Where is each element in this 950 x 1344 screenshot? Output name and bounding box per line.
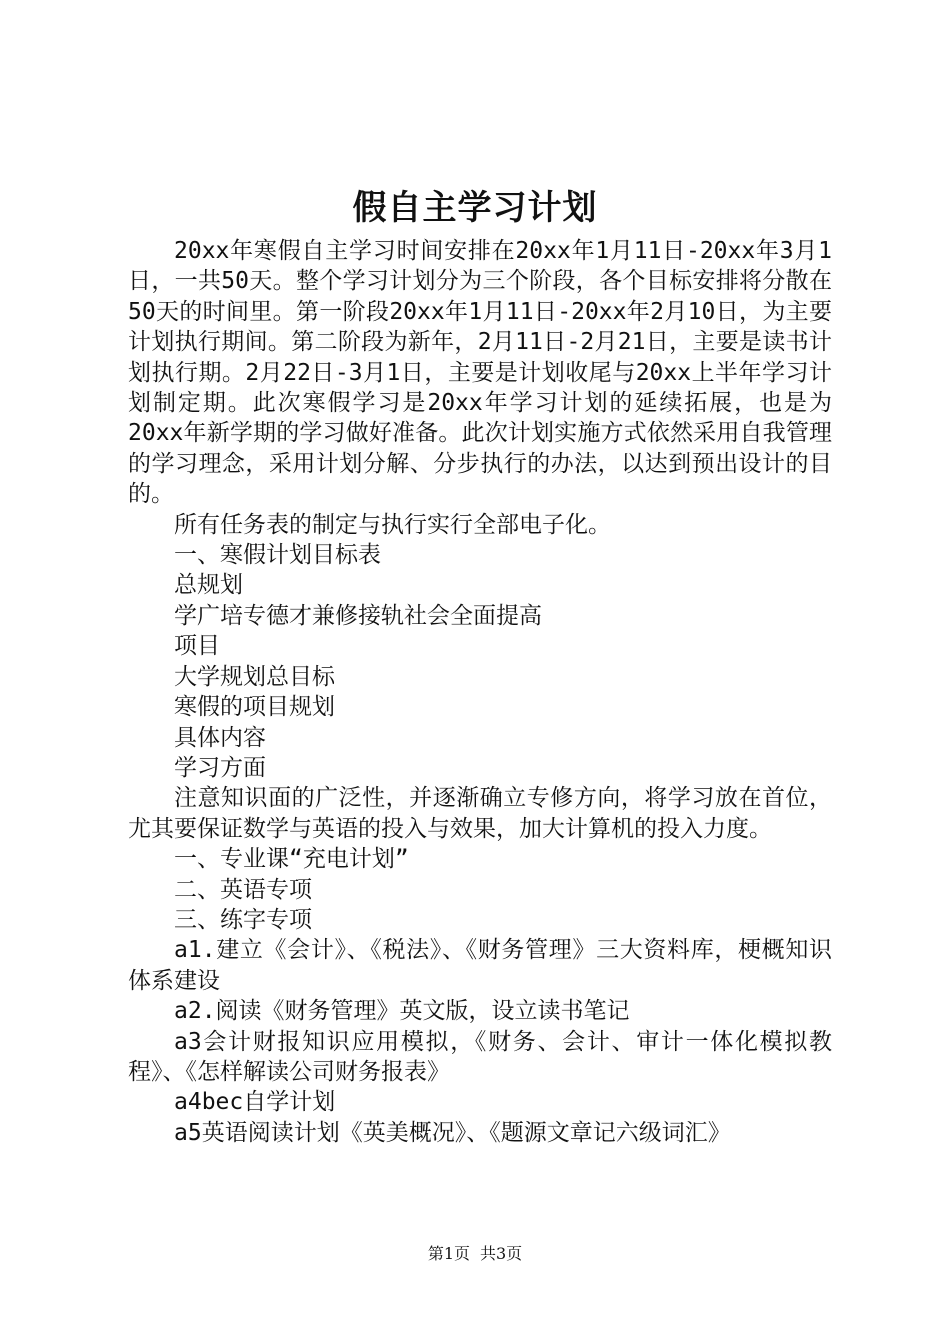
list-item: 一、专业课“充电计划” (174, 846, 409, 873)
paragraph: 所有任务表的制定与执行实行全部电子化。 (174, 511, 611, 538)
list-item: a3会计财报知识应用模拟，《财务、会计、审计一体化模拟教程》、《怎样解读公司财务报表》 (128, 1028, 832, 1085)
paragraph: 大学规划总目标 (174, 663, 335, 690)
paragraph: 学习方面 (174, 754, 266, 781)
list-item: 三、练字专项 (174, 906, 312, 933)
section-heading: 一、寒假计划目标表 (174, 542, 381, 569)
list-item: a1.建立《会计》、《税法》、《财务管理》三大资料库，梗概知识体系建设 (128, 937, 832, 994)
list-item: a4bec自学计划 (174, 1089, 336, 1116)
paragraph: 项目 (174, 633, 220, 660)
paragraph: 具体内容 (174, 724, 266, 751)
page-footer (0, 1243, 950, 1265)
paragraph: 学广培专德才兼修接轨社会全面提高 (174, 602, 542, 629)
paragraph-intro: 20xx年寒假自主学习时间安排在20xx年1月11日-20xx年3月1日，一共50天。整个学习计划分为三个阶段，各个目标安排将分散在50天的时间里。第一阶段20xx年1月11日-20xx年2月10日，为主要计划执行期间。第二阶段为新年，2月11日-2月21日，主要是读书计划执行期。2月22日-3月1日，主要是计划收尾与20xx上半年学习计划制定期。此次寒假学习是20xx年学习计划的延续拓展，也是为20xx年新学期的学习做好准备。此次计划实施方式依然采用自我管理的学习理念，采用计划分解、分步执行的办法，以达到预出设计的目的。 (128, 238, 832, 508)
document-title: 假自主学习计划 (352, 188, 598, 228)
page-number: 第1页 (427, 1244, 470, 1263)
list-item: a5英语阅读计划《英美概况》、《题源文章记六级词汇》 (174, 1119, 731, 1146)
list-item: 二、英语专项 (174, 876, 312, 903)
paragraph: 总规划 (174, 572, 243, 599)
paragraph: 注意知识面的广泛性，并逐渐确立专修方向，将学习放在首位，尤其要保证数学与英语的投入与效果，加大计算机的投入力度。 (128, 785, 832, 842)
page-total: 共3页 (480, 1244, 523, 1263)
list-item: a2.阅读《财务管理》英文版，设立读书笔记 (174, 998, 630, 1025)
document-body (128, 236, 832, 1148)
paragraph: 寒假的项目规划 (174, 694, 335, 721)
